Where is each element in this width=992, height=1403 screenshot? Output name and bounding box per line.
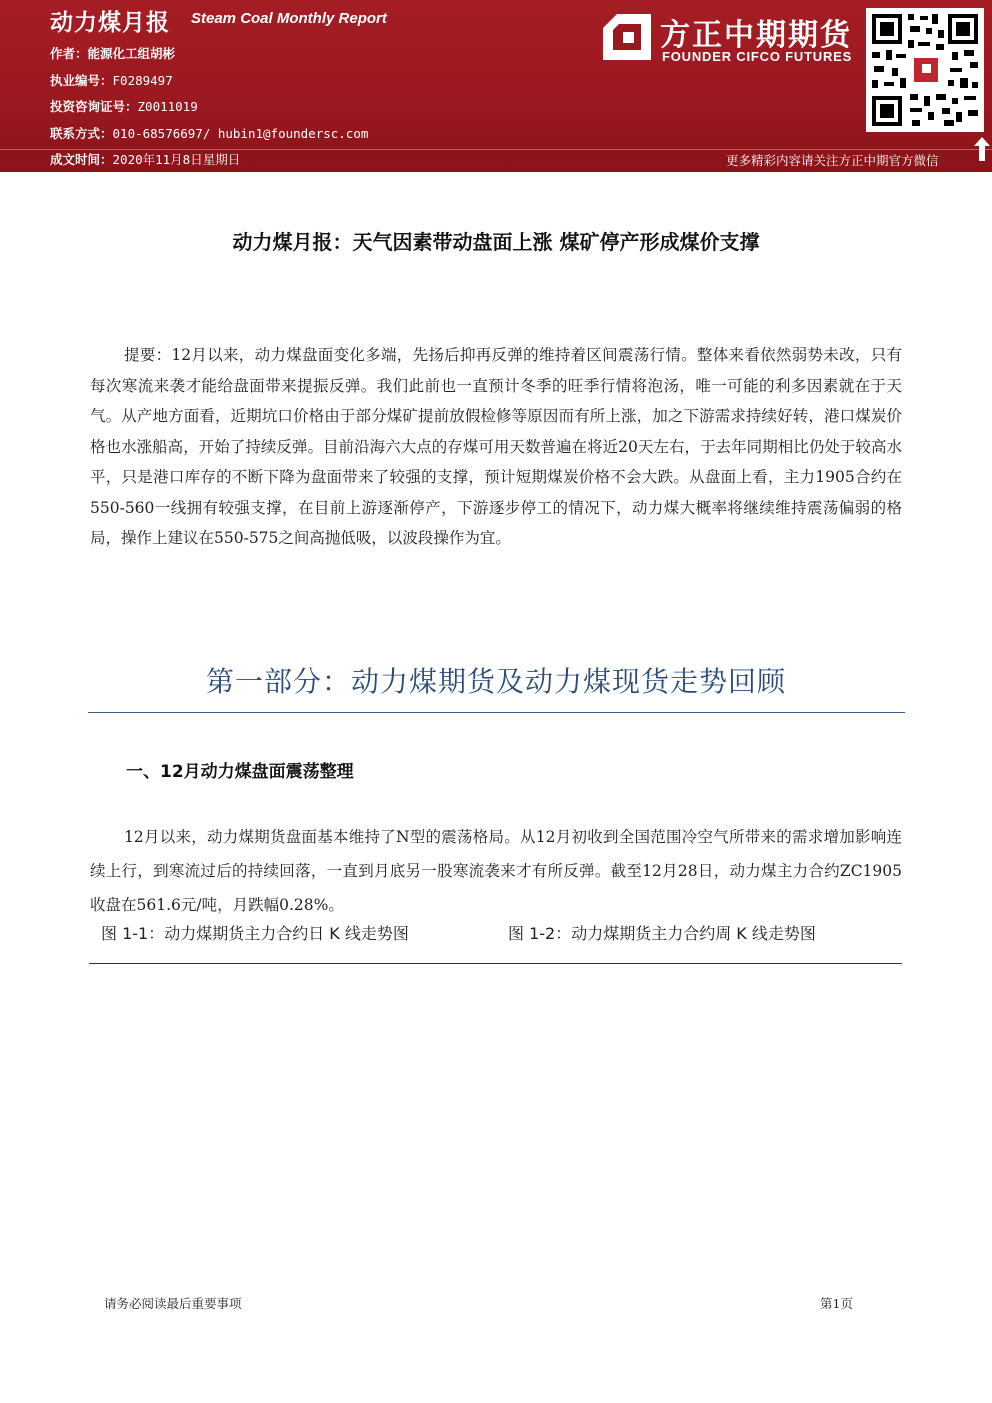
page-number: 第1页 (820, 1296, 853, 1311)
report-title-en: Steam Coal Monthly Report (191, 10, 387, 27)
meta-author: 作者：能源化工组胡彬 (50, 46, 176, 61)
abstract-paragraph: 提要：12月以来，动力煤盘面变化多端，先扬后抑再反弹的维持着区间震荡行情。整体来看依然弱势未改，只有每次寒流来袭才能给盘面带来提振反弹。我们此前也一直预计冬季的旺季行情将泡汤，唯一可能的利多因素就在于天气。从产地方面看，近期坑口价格由于部分煤矿提前放假检修等原因而有所上涨，加之下游需求持续好转，港口煤炭价格也水涨船高，开始了持续反弹。目前沿海六大点的存煤可用天数普遍在将近20天左右，于去年同期相比仍处于较高水平，只是港口库存的不断下降为盘面带来了较强的支撑，预计短期煤炭价格不会大跌。从盘面上看，主力1905合约在550-560一线拥有较强支撑，在目前上游逐渐停产，下游逐步停工的情况下，动力煤大概率将继续维持震荡偏弱的格局，操作上建议在550-575之间高抛低吸，以波段操作为宜。 (90, 346, 902, 547)
report-title-cn: 动力煤月报 (50, 10, 170, 36)
part-title-divider (88, 712, 905, 713)
arrow-up-icon (974, 137, 990, 161)
section-title: 一、12月动力煤盘面震荡整理 (126, 762, 354, 782)
section-body-paragraph: 12月以来，动力煤期货盘面基本维持了N型的震荡格局。从12月初收到全国范围冷空气所带来的需求增加影响连续上行，到寒流过后的持续回落，一直到月底另一股寒流袭来才有所反弹。截至12月28日，动力煤主力合约ZC1905收盘在561.6元/吨，月跌幅0.28%。 (90, 828, 902, 914)
founder-logo-icon (603, 14, 651, 60)
follow-wechat-text: 更多精彩内容请关注方正中期官方微信 (726, 153, 939, 168)
meta-license: 执业编号：F0289497 (50, 73, 173, 88)
qr-code-icon (866, 8, 984, 132)
document-title: 动力煤月报：天气因素带动盘面上涨 煤矿停产形成煤价支撑 (232, 230, 760, 254)
figure-caption-1-2: 图 1-2：动力煤期货主力合约周 K 线走势图 (508, 924, 816, 943)
logo-name-cn: 方正中期期货 (660, 18, 852, 53)
footer-notice: 请务必阅读最后重要事项 (104, 1296, 242, 1311)
figure-caption-divider (89, 963, 902, 964)
meta-consult-cert: 投资咨询证号：Z0011019 (50, 99, 198, 114)
report-header (0, 0, 992, 172)
logo-name-en: FOUNDER CIFCO FUTURES (662, 49, 853, 64)
figure-caption-1-1: 图 1-1：动力煤期货主力合约日 K 线走势图 (101, 924, 409, 943)
part-one-title: 第一部分：动力煤期货及动力煤现货走势回顾 (205, 665, 786, 698)
meta-contact: 联系方式：010-68576697/ hubin1@foundersc.com (50, 126, 369, 141)
meta-date: 成文时间：2020年11月8日星期日 (50, 152, 241, 167)
